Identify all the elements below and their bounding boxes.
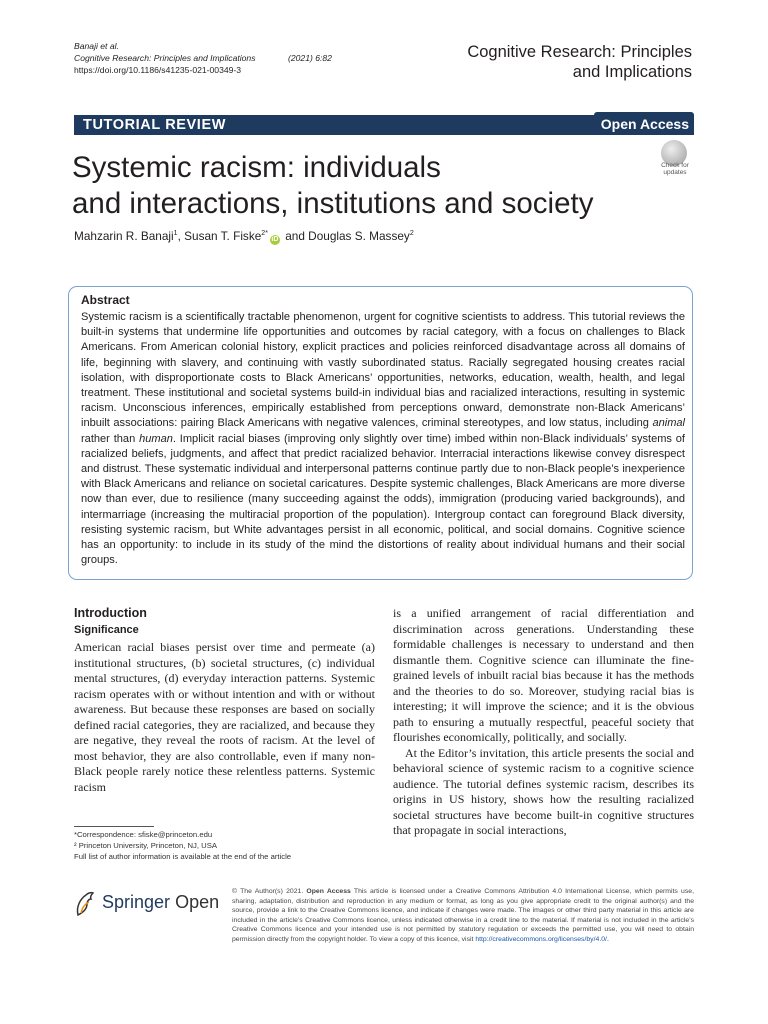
author-affil: 1 xyxy=(173,230,178,238)
header-authors: Banaji et al. xyxy=(74,41,119,51)
body-column-left xyxy=(74,640,375,795)
springer-open-wordmark xyxy=(102,892,219,913)
abstract-part: Systemic racism is a scientifically tractable phenomenon, urgent for cognitive scientists to address. This tutorial reviews the built-in systems that undermine life opportunities and outcomes by racial category, with a focus on challenges to Black Americans. From American colonial history, explicit practices and policies reinforced disadvantage across all domains of life, beginning with slavery, and continuing with vastly subordinated status. Racially segregated housing creates racial isolation, with disproportionate costs to Black Americans’ opportunities, networks, education, wealth, health, and legal treatment. These institutional and societal systems build-in individual bias and racialized interactions, resulting in systemic racism. Unconscious inferences, empirically established from perceptions onward, demonstrate non-Black Americans’ inbuilt associations: pairing Black Americans with negative valences, criminal stereotypes, and low status, including xyxy=(81,311,685,430)
title-line2: and interactions, institutions and society xyxy=(72,187,594,220)
footnote-correspondence: *Correspondence: sfiske@princeton.edu xyxy=(74,830,213,839)
abstract-part: . Implicit racial biases (improving only slightly over time) imbed within non-Black individuals’ systems of racialized beliefs, judgments, and affect that predict racialized behavior. Interracial interactions likewise convey disrespect and distrust. These systematic individual and interpersonal patterns continue partly due to non-Black people’s inexperience with Black Americans and reliance on societal caricatures. Despite systemic challenges, Black Americans are more diverse now than ever, due to resilience (many succeeding against the odds), immigration (producing varied backgrounds), and intermarriage (increasing the multiracial proportion of the population). Intergroup contact can foreground Black diversity, resisting systemic racism, but White advantages persist in all economic, political, and social domains. Cognitive science has an opportunity: to include in its study of the mind the distortions of reality about individual humans and their social groups. xyxy=(81,432,686,567)
header-doi[interactable]: https://doi.org/10.1186/s41235-021-00349-3 xyxy=(74,65,242,75)
body-column-right xyxy=(393,606,694,839)
license-part: This article is licensed under a Creative Commons Attribution 4.0 International License, which permits use, sharing, adaptation, distribution and reproduction in any medium or format, as long as you give appropriate credit to the original author(s) and the source, provide a link to the Creative Commons licence, and indicate if changes were made. The images or other third party material in this article are included in the article’s Creative Commons licence, unless indicated otherwise in a credit line to the material. If material is not included in the article’s Creative Commons licence and your intended use is not permitted by statutory regulation or exceeds the permitted use, you will need to obtain permission directly from the copyright holder. To view a copy of this licence, visit xyxy=(232,888,694,943)
abstract-part: rather than xyxy=(81,432,140,445)
paragraph: At the Editor’s invitation, this article presents the social and behavioral science of systemic racism to a cognitive science audience. The tutorial defines systemic racism, describes its origins in US history, shows how the resulting racialized societal structures have become built-in cognitive structures that propagate in social interactions, xyxy=(393,745,694,837)
wordmark-open: Open xyxy=(175,892,220,912)
running-header xyxy=(74,40,332,76)
open-access-label: Open Access xyxy=(600,116,689,132)
section-heading-introduction: Introduction xyxy=(74,606,147,620)
author-affil: 2* xyxy=(261,230,268,238)
title-line1: Systemic racism: individuals xyxy=(72,151,441,184)
journal-name xyxy=(432,42,692,82)
springer-open-logo xyxy=(72,889,222,919)
license-text xyxy=(232,887,694,944)
footnote-affiliation: ² Princeton University, Princeton, NJ, USA xyxy=(74,841,217,850)
orcid-icon[interactable]: iD xyxy=(271,236,279,243)
header-volume: (2021) 6:82 xyxy=(288,53,332,63)
check-updates-line2: updates xyxy=(663,169,687,176)
wordmark-springer: Springer xyxy=(102,892,171,912)
journal-name-line1: Cognitive Research: Principles xyxy=(467,43,692,61)
check-updates-badge[interactable] xyxy=(655,140,695,180)
license-part: © The Author(s) 2021. xyxy=(232,888,307,895)
footnote-rule xyxy=(74,826,154,827)
article-type-label: TUTORIAL REVIEW xyxy=(83,117,226,133)
paragraph: American racial biases persist over time and permeate (a) institutional structures, (b) societal structures, (c) individual mental structures, (d) everyday interaction patterns. Systemic racism operates with or without intention and with or without awareness. But because these responses are based on socially defined racial categories, they are racialized, and because they are negative, they reveal the roots of racism. At the level of most behavior, they are also controllable, even if many non-Black people rarely notice these relentless patterns. Systemic racism xyxy=(74,640,375,794)
article-title xyxy=(72,150,632,222)
license-open-access: Open Access xyxy=(306,888,351,895)
footnote-author-info: Full list of author information is available at the end of the article xyxy=(74,852,292,861)
abstract-emphasis: animal xyxy=(652,417,685,430)
author-separator: and xyxy=(281,229,309,243)
author-name[interactable]: Mahzarin R. Banaji xyxy=(74,229,174,243)
header-journal: Cognitive Research: Principles and Implications xyxy=(74,53,256,63)
article-type-band xyxy=(74,115,694,135)
license-part: . xyxy=(606,935,609,943)
springer-horse-icon xyxy=(72,889,98,917)
subsection-heading-significance: Significance xyxy=(74,624,139,636)
author-separator: , xyxy=(177,229,185,243)
author-name[interactable]: Susan T. Fiske xyxy=(184,229,262,243)
paragraph: is a unified arrangement of racial differentiation and discrimination across generations. Understanding these formidable challenges is necessary to understand and then dismantle them. Cognitive science can illuminate the fine-grained levels of inbuilt racial bias because it has the methods and the theories to do so. Moreover, studying racial bias is interesting; it will improve the science; and it is the obvious path to ensuring a mutually respectful, peaceful society that flourishes economically, politically, and socially. xyxy=(393,606,694,744)
abstract-heading: Abstract xyxy=(81,293,130,307)
check-updates-line1: Check for xyxy=(661,162,689,169)
author-name[interactable]: Douglas S. Massey xyxy=(308,229,410,243)
author-list xyxy=(74,229,414,245)
check-updates-text xyxy=(653,162,697,176)
author-affil: 2 xyxy=(409,230,414,238)
journal-name-line2: and Implications xyxy=(572,63,692,81)
license-link[interactable]: http://creativecommons.org/licenses/by/4.0/ xyxy=(475,935,607,943)
abstract-text xyxy=(81,310,685,568)
footnotes xyxy=(74,829,374,862)
abstract-emphasis: human xyxy=(139,432,173,445)
